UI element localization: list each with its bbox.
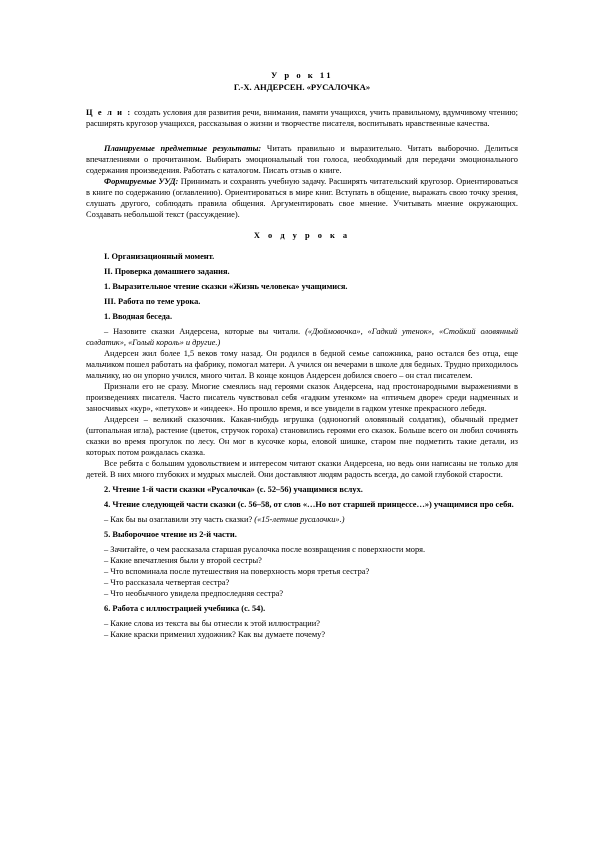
task-reading-next-part: 4. Чтение следующей части сказки (с. 56–58, от слов «…Но вот старшей принцессе…») учащимися про себя.	[104, 500, 514, 509]
uud-paragraph	[86, 176, 518, 220]
course-heading: Х о д у р о к а	[253, 231, 351, 240]
task-selective-reading: 5. Выборочное чтение из 2-й части.	[104, 530, 237, 539]
question-item: – Что необычного увидела предпоследняя сестра?	[104, 589, 284, 598]
section-intro-talk: 1. Вводная беседа.	[104, 312, 173, 321]
question-item: – Какие краски применил художник? Как вы думаете почему?	[104, 630, 326, 639]
question-item: – Что рассказала четвертая сестра?	[104, 578, 230, 587]
intro-answer: («Дюймовочка», «Гадкий утенок», «Стойкий оловянный солдатик», «Голый король» и другие.)	[86, 327, 519, 347]
task-reading-part-1: 2. Чтение 1-й части сказки «Русалочка» (с. 52–56) учащимися вслух.	[104, 485, 363, 494]
task-title-question: – Как бы вы озаглавили эту часть сказки?	[104, 515, 253, 524]
task-illustration-work: 6. Работа с иллюстрацией учебника (с. 54).	[104, 604, 266, 613]
planned-results-label: Планируемые предметные результаты:	[104, 144, 262, 153]
page-content	[86, 70, 518, 640]
intro-question-paragraph	[86, 326, 518, 348]
selective-reading-questions	[86, 544, 518, 599]
intro-paragraph-3: Андерсен – великий сказочник. Какая-нибудь игрушка (одноногий оловянный солдатик), обычный предмет (штопальная игла), растение (цветок, стручок гороха) становились героями его сказок. Больше всего он любил сочинять сказки во время прогулок по лесу. Он мог в кусочке коры, еловой шишке, старом пне подметить такие детали, из которых потом рождалась сказка.	[86, 415, 518, 457]
planned-results-paragraph	[86, 143, 518, 176]
section-organizational: I. Организационный момент.	[104, 252, 215, 261]
lesson-number: У р о к 11	[270, 70, 334, 80]
illustration-questions	[86, 618, 518, 640]
question-item: – Зачитайте, о чем рассказала старшая русалочка после возвращения с поверхности моря.	[104, 545, 426, 554]
section-homework-reading: 1. Выразительное чтение сказки «Жизнь человека» учащимися.	[104, 282, 348, 291]
section-main-work: III. Работа по теме урока.	[104, 297, 201, 306]
uud-text: Принимать и сохранять учебную задачу. Расширять читательский кругозор. Ориентироваться в книге по содержанию (оглавлению). Ориентироваться в мире книг. Вступать в общение, выражать свою точку зрения, слушать другого, соблюдать правила общения. Аргументировать свое мнение. Учитывать мнение окружающих. Создавать небольшой текст (рассуждение).	[86, 177, 518, 219]
question-item: – Какие впечатления были у второй сестры?	[104, 556, 262, 565]
intro-question: – Назовите сказки Андерсена, которые вы читали.	[104, 327, 301, 336]
task-title-question-paragraph	[86, 514, 518, 525]
goals-text: создать условия для развития речи, внимания, памяти учащихся, учить правильному, вдумчивому чтению; расширять кругозор учащихся, рассказывая о жизни и творчестве писателя, воспитывать нравственные качества.	[86, 108, 519, 128]
goals-paragraph	[86, 107, 518, 129]
question-item: – Какие слова из текста вы бы отнесли к этой иллюстрации?	[104, 619, 320, 628]
uud-label: Формируемые УУД:	[104, 177, 179, 186]
intro-paragraph-2: Признали его не сразу. Многие смеялись над героями сказок Андерсена, над простонародными выражениями в произведениях писателя. Часто писатель чувствовал себя «гадким утенком» на «птичьем дворе» среди надменных и заносчивых «кур», «петухов» и «индеек». Но прошло время, и все увидели в гадком утенке прекрасного лебедя.	[86, 382, 518, 413]
goals-label: Ц е л и :	[86, 108, 132, 117]
task-title-answer: («15-летние русалочки».)	[254, 515, 345, 524]
intro-paragraph-4: Все ребята с большим удовольствием и интересом читают сказки Андерсена, но ведь они написаны не только для детей. В них много глубоких и мудрых мыслей. Они доставляют людям радость всегда, до самой глубокой старости.	[86, 459, 518, 479]
planned-results-text: Читать правильно и выразительно. Читать выборочно. Делиться впечатлениями о прочитанном. Выбирать эмоциональный тон голоса, необходимый для передачи эмоционального содержания произведения. Работать с каталогом. Писать отзыв о книге.	[86, 144, 519, 175]
lesson-title: Г.-Х. АНДЕРСЕН. «РУСАЛОЧКА»	[233, 82, 371, 92]
intro-paragraph-1: Андерсен жил более 1,5 веков тому назад. Он родился в бедной семье сапожника, рано остался без отца, еще мальчиком пошел работать на фабрику, помогал матери. А учился он вечерами в школе для бедных. Трудно приходилось мальчику, но он упорно учился, много читал. В конце концов Андерсен добился своего – он стал писателем.	[86, 349, 518, 380]
question-item: – Что вспоминала после путешествия на поверхность моря третья сестра?	[104, 567, 370, 576]
section-homework: II. Проверка домашнего задания.	[104, 267, 230, 276]
